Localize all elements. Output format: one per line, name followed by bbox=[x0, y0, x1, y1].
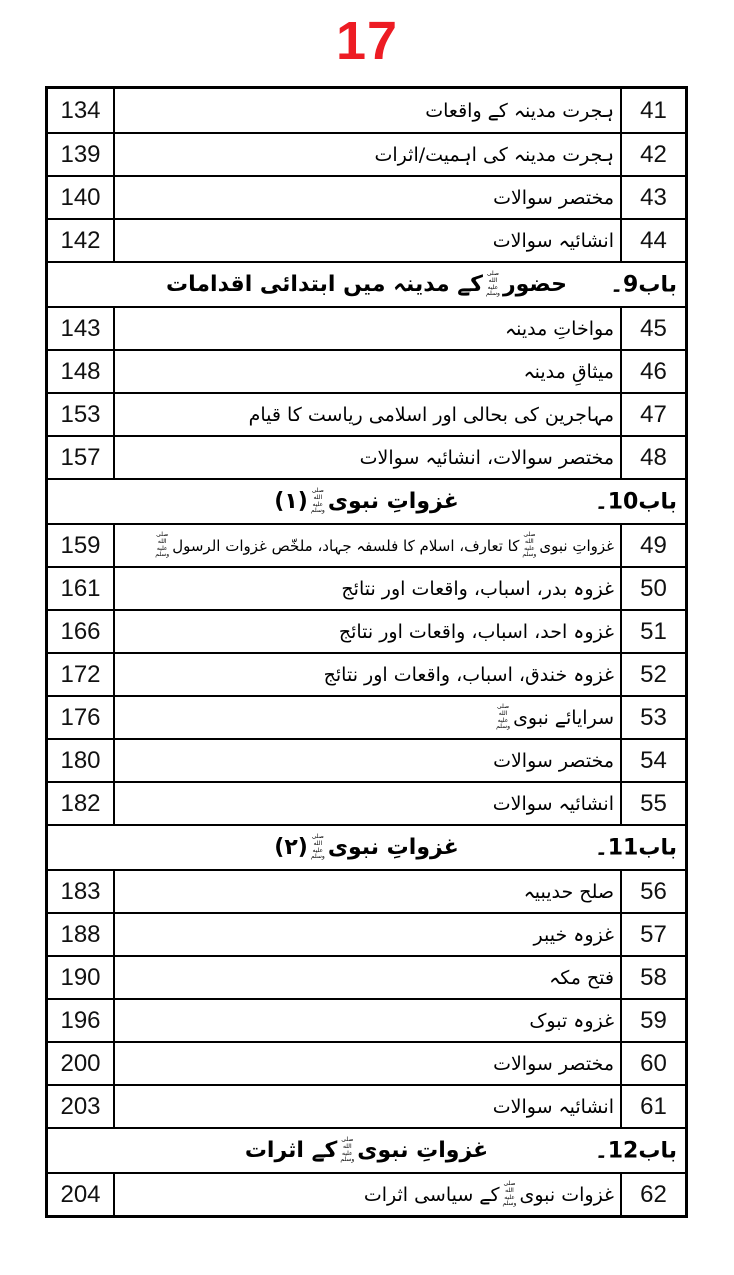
sallallahu-alayhi-wasallam-symbol: صلى الله عليه وسلم bbox=[310, 487, 325, 515]
page-number-cell: 188 bbox=[60, 920, 101, 948]
serial-number-cell: 49 bbox=[640, 531, 667, 559]
toc-row bbox=[48, 132, 685, 175]
serial-number-cell: 52 bbox=[640, 660, 667, 688]
chapter-header-row bbox=[48, 1127, 685, 1172]
chapter-label: باب10۔ bbox=[594, 489, 677, 514]
serial-number-cell: 42 bbox=[640, 140, 667, 168]
page-number-cell: 203 bbox=[60, 1092, 101, 1120]
serial-number-cell: 53 bbox=[640, 703, 667, 731]
page-number-cell: 148 bbox=[60, 357, 101, 385]
serial-number-cell: 59 bbox=[640, 1006, 667, 1034]
page-number-cell: 190 bbox=[60, 963, 101, 991]
toc-row bbox=[48, 175, 685, 218]
toc-row bbox=[48, 566, 685, 609]
page-number-cell: 196 bbox=[60, 1006, 101, 1034]
toc-title-cell: غزوہ بدر، اسباب، واقعات اور نتائج bbox=[113, 568, 622, 609]
toc-row bbox=[48, 695, 685, 738]
page-number-cell: 142 bbox=[60, 226, 101, 254]
toc-title-cell: انشائیہ سوالات bbox=[113, 783, 622, 824]
page-number-cell: 183 bbox=[60, 877, 101, 905]
serial-number-cell: 51 bbox=[640, 617, 667, 645]
chapter-label: باب12۔ bbox=[594, 1138, 677, 1163]
toc-title-cell: غزوہ خیبر bbox=[113, 914, 622, 955]
page-number: 17 bbox=[335, 11, 399, 71]
toc-title-cell: غزوہ خندق، اسباب، واقعات اور نتائج bbox=[113, 654, 622, 695]
toc-row bbox=[48, 1041, 685, 1084]
page-number-cell: 140 bbox=[60, 183, 101, 211]
toc-row bbox=[48, 998, 685, 1041]
toc-row bbox=[48, 652, 685, 695]
page-number-cell: 161 bbox=[60, 574, 101, 602]
sallallahu-alayhi-wasallam-symbol: صلى الله عليه وسلم bbox=[496, 703, 511, 731]
toc-title-cell: مختصر سوالات، انشائیہ سوالات bbox=[113, 437, 622, 478]
serial-number-cell: 55 bbox=[640, 789, 667, 817]
toc-title-cell: مواخاتِ مدینہ bbox=[113, 308, 622, 349]
chapter-title: غزواتِ نبوی صلى الله عليه وسلم کے اثرات bbox=[244, 1136, 489, 1164]
page-number-cell: 204 bbox=[60, 1180, 101, 1208]
sallallahu-alayhi-wasallam-symbol: صلى الله عليه وسلم bbox=[486, 270, 500, 298]
serial-number-cell: 41 bbox=[640, 96, 667, 124]
serial-number-cell: 62 bbox=[640, 1180, 667, 1208]
chapter-title: غزواتِ نبوی صلى الله عليه وسلم (۱) bbox=[274, 487, 459, 515]
toc-row bbox=[48, 1172, 685, 1215]
serial-number-cell: 60 bbox=[640, 1049, 667, 1077]
chapter-title: حضور صلى الله عليه وسلم کے مدینہ میں ابتدائی اقدامات bbox=[166, 270, 567, 298]
toc-title-cell: مختصر سوالات bbox=[113, 1043, 622, 1084]
toc-title-cell: غزواتِ نبوی صلى الله عليه وسلم کا تعارف، اسلام کا فلسفہ جہاد، ملخّص غزوات الرسول صلى الله عليه وسلم bbox=[113, 525, 622, 566]
page-number-cell: 200 bbox=[60, 1049, 101, 1077]
serial-number-cell: 56 bbox=[640, 877, 667, 905]
toc-title-cell: انشائیہ سوالات bbox=[113, 1086, 622, 1127]
toc-title-cell: مختصر سوالات bbox=[113, 177, 622, 218]
toc-title-cell: میثاقِ مدینہ bbox=[113, 351, 622, 392]
toc-title-cell: مہاجرین کی بحالی اور اسلامی ریاست کا قیام bbox=[113, 394, 622, 435]
toc-table bbox=[45, 86, 688, 1218]
toc-row bbox=[48, 869, 685, 912]
chapter-header-row bbox=[48, 478, 685, 523]
serial-number-cell: 43 bbox=[640, 183, 667, 211]
page-number-cell: 143 bbox=[60, 314, 101, 342]
page-number-cell: 153 bbox=[60, 400, 101, 428]
page-number-cell: 180 bbox=[60, 746, 101, 774]
sallallahu-alayhi-wasallam-symbol: صلى الله عليه وسلم bbox=[310, 833, 325, 861]
page-number-cell: 182 bbox=[60, 789, 101, 817]
toc-row bbox=[48, 349, 685, 392]
toc-title-cell: غزوات نبوی صلى الله عليه وسلم کے سیاسی اثرات bbox=[113, 1174, 622, 1215]
sallallahu-alayhi-wasallam-symbol: صلى الله عليه وسلم bbox=[522, 531, 537, 559]
toc-title-cell: سرایائے نبوی صلى الله عليه وسلم bbox=[113, 697, 622, 738]
sallallahu-alayhi-wasallam-symbol: صلى الله عليه وسلم bbox=[340, 1136, 355, 1164]
toc-row bbox=[48, 392, 685, 435]
serial-number-cell: 46 bbox=[640, 357, 667, 385]
page-number-cell: 157 bbox=[60, 443, 101, 471]
chapter-label: باب11۔ bbox=[594, 835, 677, 860]
toc-row bbox=[48, 912, 685, 955]
toc-title-cell: ہجرت مدینہ کے واقعات bbox=[113, 89, 622, 132]
sallallahu-alayhi-wasallam-symbol: صلى الله عليه وسلم bbox=[502, 1180, 517, 1208]
page-number-cell: 166 bbox=[60, 617, 101, 645]
chapter-header-row bbox=[48, 261, 685, 306]
toc-row bbox=[48, 738, 685, 781]
serial-number-cell: 48 bbox=[640, 443, 667, 471]
serial-number-cell: 57 bbox=[640, 920, 667, 948]
serial-number-cell: 54 bbox=[640, 746, 667, 774]
serial-number-cell: 58 bbox=[640, 963, 667, 991]
toc-row bbox=[48, 218, 685, 261]
serial-number-cell: 45 bbox=[640, 314, 667, 342]
serial-number-cell: 61 bbox=[640, 1092, 667, 1120]
toc-row bbox=[48, 435, 685, 478]
serial-number-cell: 44 bbox=[640, 226, 667, 254]
serial-number-cell: 50 bbox=[640, 574, 667, 602]
toc-title-cell: صلح حدیبیہ bbox=[113, 871, 622, 912]
page-number-cell: 172 bbox=[60, 660, 101, 688]
sallallahu-alayhi-wasallam-symbol: صلى الله عليه وسلم bbox=[155, 531, 170, 559]
toc-title-cell: ہجرت مدینہ کی اہمیت/اثرات bbox=[113, 134, 622, 175]
toc-row bbox=[48, 781, 685, 824]
chapter-header-row bbox=[48, 824, 685, 869]
toc-title-cell: غزوہ احد، اسباب، واقعات اور نتائج bbox=[113, 611, 622, 652]
chapter-title: غزواتِ نبوی صلى الله عليه وسلم (۲) bbox=[274, 833, 459, 861]
toc-row bbox=[48, 955, 685, 998]
toc-title-cell: فتح مکہ bbox=[113, 957, 622, 998]
toc-row bbox=[48, 609, 685, 652]
toc-row bbox=[48, 1084, 685, 1127]
toc-row bbox=[48, 89, 685, 132]
toc-row bbox=[48, 523, 685, 566]
toc-title-cell: مختصر سوالات bbox=[113, 740, 622, 781]
chapter-label: باب9۔ bbox=[610, 272, 677, 297]
toc-title-cell: انشائیہ سوالات bbox=[113, 220, 622, 261]
serial-number-cell: 47 bbox=[640, 400, 667, 428]
page-number-cell: 176 bbox=[60, 703, 101, 731]
toc-title-cell: غزوہ تبوک bbox=[113, 1000, 622, 1041]
toc-row bbox=[48, 306, 685, 349]
page-number-cell: 139 bbox=[60, 140, 101, 168]
page-number-cell: 159 bbox=[60, 531, 101, 559]
page-number-cell: 134 bbox=[60, 96, 101, 124]
